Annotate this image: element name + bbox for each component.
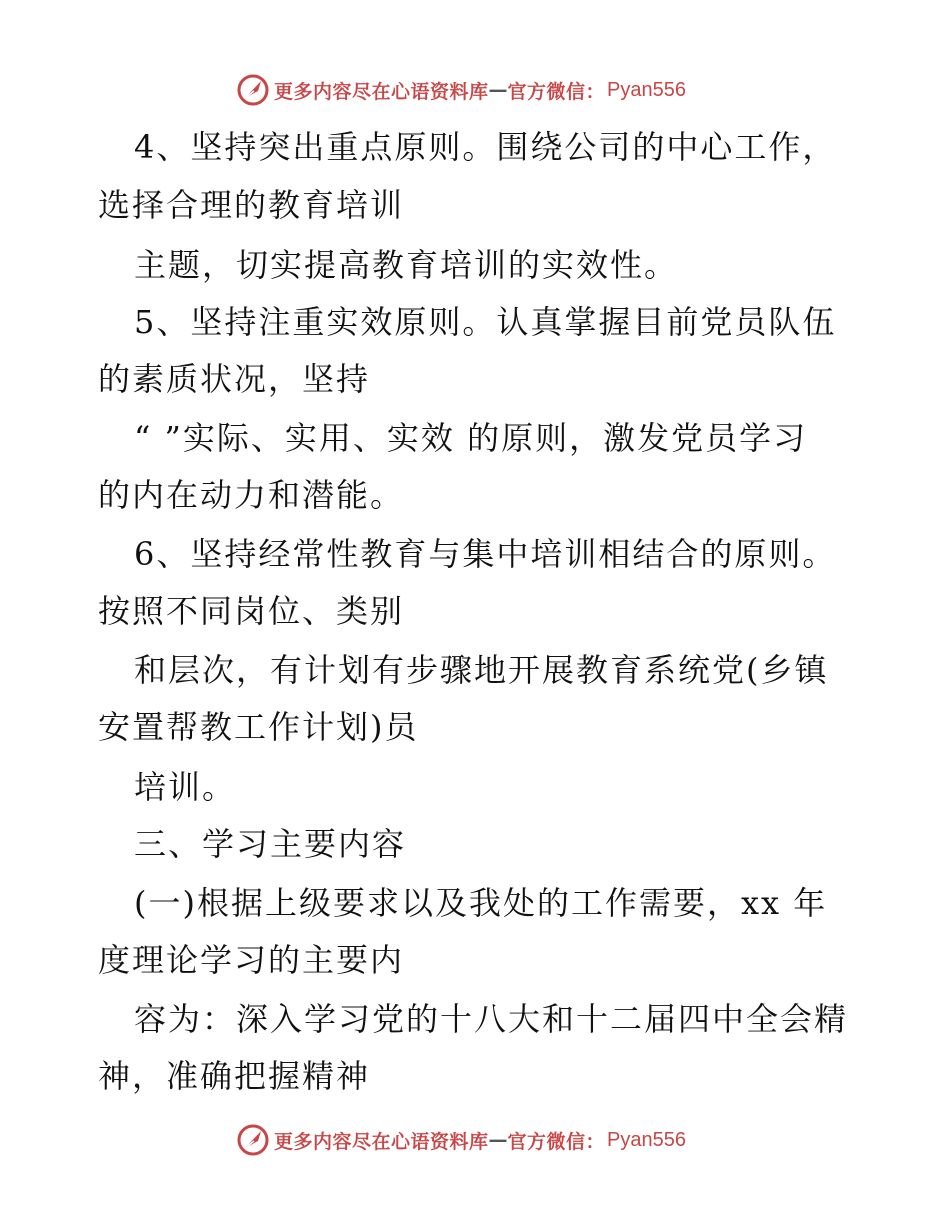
watermark-text: 更多内容尽在心语资料库 bbox=[274, 80, 489, 103]
text-line: 神，准确把握精神 bbox=[98, 1057, 371, 1095]
text-line: 按照不同岗位、类别 bbox=[98, 592, 405, 630]
text-line: 主题，切实提高教育培训的实效性。 bbox=[134, 246, 679, 284]
text-line: 和层次，有计划有步骤地开展教育系统党(乡镇 bbox=[134, 651, 829, 689]
watermark-wechat-label: 官方微信： bbox=[507, 80, 606, 103]
text-line: 安置帮教工作计划)员 bbox=[98, 708, 419, 746]
text-line: “ ”实际、实用、实效 的原则，激发党员学习 bbox=[134, 419, 808, 457]
text-line: (一)根据上级要求以及我处的工作需要，xx 年 bbox=[134, 884, 828, 922]
watermark-wechat-id: Pyan556 bbox=[607, 78, 686, 101]
text-line: 度理论学习的主要内 bbox=[98, 941, 405, 979]
text-line: 容为：深入学习党的十八大和十二届四中全会精 bbox=[134, 1000, 849, 1038]
text-line: 的素质状况，坚持 bbox=[98, 360, 371, 398]
footer-watermark bbox=[236, 1123, 686, 1157]
text-line: 的内在动力和潜能。 bbox=[98, 476, 405, 514]
watermark-separator: — bbox=[488, 79, 508, 101]
text-line: 6、坚持经常性教育与集中培训相结合的原则。 bbox=[134, 535, 837, 573]
watermark-text: 更多内容尽在心语资料库 bbox=[274, 1130, 489, 1153]
watermark-wechat-id: Pyan556 bbox=[607, 1128, 686, 1151]
text-line: 选择合理的教育培训 bbox=[98, 186, 405, 224]
text-line: 4、坚持突出重点原则。围绕公司的中心工作， bbox=[134, 128, 837, 166]
quill-logo-icon bbox=[236, 73, 270, 107]
watermark-separator: — bbox=[488, 1129, 508, 1151]
text-line: 培训。 bbox=[134, 768, 237, 806]
section-heading: 三、学习主要内容 bbox=[134, 825, 407, 863]
watermark-wechat-label: 官方微信： bbox=[507, 1130, 606, 1153]
text-line: 5、坚持注重实效原则。认真掌握目前党员队伍 bbox=[134, 303, 837, 341]
quill-logo-icon bbox=[236, 1123, 270, 1157]
header-watermark bbox=[236, 73, 686, 107]
